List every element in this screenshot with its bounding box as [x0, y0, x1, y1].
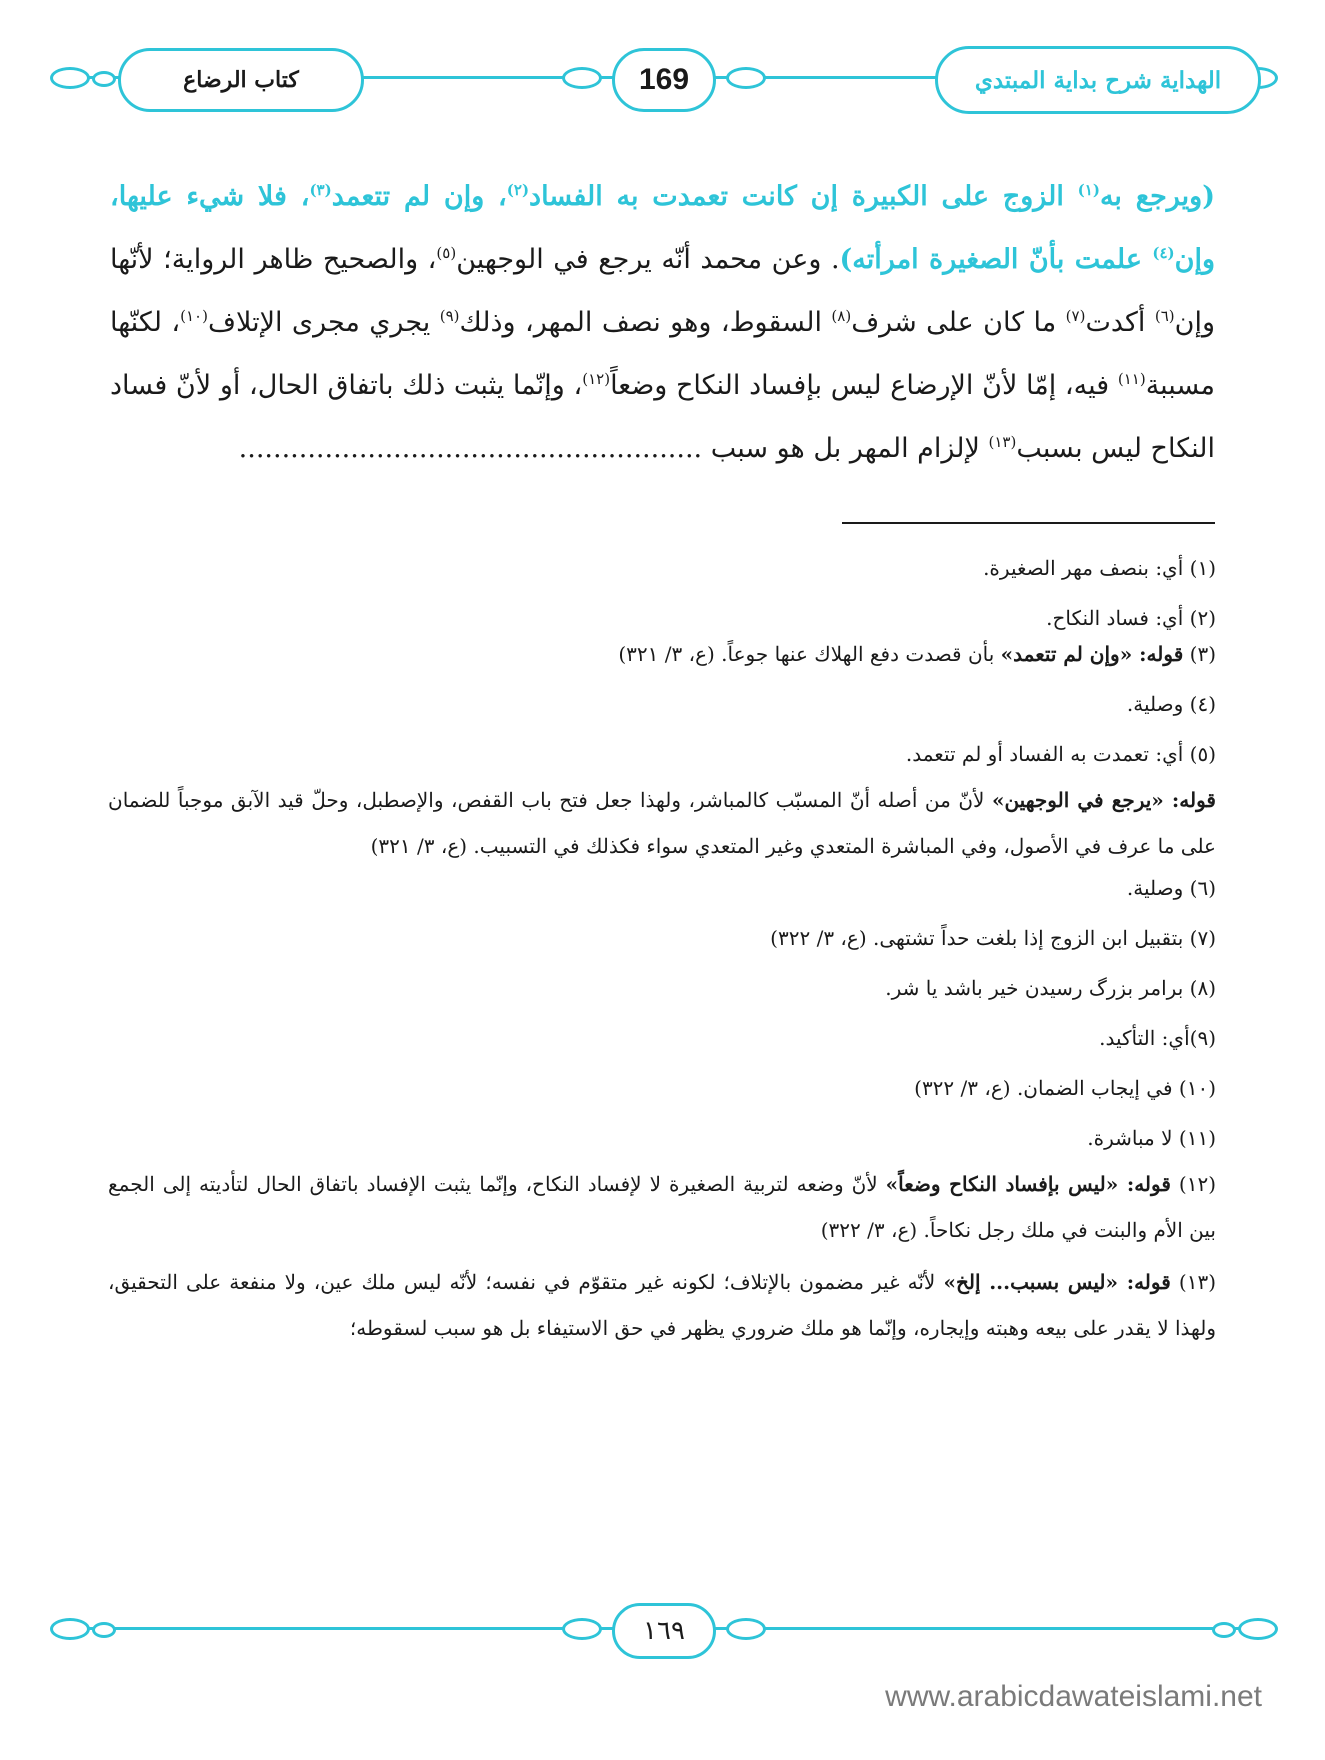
footnote-7: (٧) بتقبيل ابن الزوج إذا بلغت حداً تشتهى. (ع، ٣/ ٣٢٢): [770, 926, 1216, 950]
header-ornament-left-inner: [92, 71, 116, 87]
footer-ornament-right: [1238, 1618, 1278, 1640]
page-number: 169: [612, 48, 716, 112]
footer-ornament-right-inner: [1212, 1622, 1236, 1638]
footnote-4: (٤) وصلية.: [1126, 692, 1216, 716]
main-text: (ويرجع به$^{(١)}$ الزوج على الكبيرة إن كانت تعمدت به الفساد$^{(٢)}$، وإن لم تتعمد$^{(٣)}$، فلا شيء عليها، وإن$^{(٤)}$ علمت بأنّ الصغيرة امرأته). وعن محمد أنّه يرجع في الوجهين$^{(٥)}$، والصحيح ظاهر الرواية؛ لأنّها وإن$^{(٦)}$ أكدت$^{(٧)}$ ما كان على شرف$^{(٨)}$ السقوط، وهو نصف المهر، وذلك$^{(٩)}$ يجري مجرى الإتلاف$^{(١٠)}$، لكنّها مسببة$^{(١١)}$ فيه، إمّا لأنّ الإرضاع ليس بإفساد النكاح وضعاً$^{(١٢)}$، وإنّما يثبت ذلك باتفاق الحال، أو لأنّ فساد النكاح ليس بسبب$^{(١٣)}$ لإلزام المهر بل هو سبب ......................................................: [110, 181, 1216, 464]
header-ornament-center-right: [726, 67, 766, 89]
footer-ornament-left: [50, 1618, 90, 1640]
footnote-5-commentary: قوله: «يرجع في الوجهين» لأنّ من أصله أنّ المسبّب كالمباشر، ولهذا جعل فتح باب القفص، والإصطبل، وحلّ قيد الآبق موجباً للضمان على ما عرف في الأصول، وفي المباشرة المتعدي وغير المتعدي سواء فكذلك في التسبيب. (ع، ٣/ ٣٢١): [108, 788, 1216, 858]
footer-ornament-left-inner: [92, 1622, 116, 1638]
footnote-6: (٦) وصلية.: [1126, 876, 1216, 900]
chapter-title: كتاب الرضاع: [118, 48, 364, 112]
footnotes: [108, 555, 1216, 1357]
footnote-1: (١) أي: بنصف مهر الصغيرة.: [983, 556, 1216, 580]
header-ornament-left: [50, 67, 90, 89]
footnote-separator: [842, 522, 1215, 524]
book-title: الهداية شرح بداية المبتدي: [935, 46, 1261, 114]
footnote-8: (٨) برامر بزرگ رسیدن خیر باشد یا شر.: [885, 976, 1216, 1000]
footnote-5: (٥) أي: تعمدت به الفساد أو لم تتعمد.: [905, 742, 1216, 766]
website-url: www.arabicdawateislami.net: [885, 1680, 1262, 1713]
footer-ornament-center-left: [562, 1618, 602, 1640]
footnote-10: (١٠) في إيجاب الضمان. (ع، ٣/ ٣٢٢): [914, 1076, 1216, 1100]
footnote-3: (٣) قوله: «وإن لم تتعمد» بأن قصدت دفع الهلاك عنها جوعاً. (ع، ٣/ ٣٢١): [618, 642, 1216, 666]
footnote-2: (٢) أي: فساد النكاح.: [1046, 606, 1216, 630]
header-ornament-center-left: [562, 67, 602, 89]
footnote-13: (١٣) قوله: «ليس بسبب... إلخ» لأنّه غير مضمون بالإتلاف؛ لكونه غير متقوّم في نفسه؛ لأنّه ليس ملك عين، ولا منفعة على التحقيق، ولهذا لا يقدر على بيعه وهبته وإيجاره، وإنّما هو ملك ضروري يظهر في حق الاستيفاء بل هو سبب لسقوطه؛: [108, 1270, 1216, 1340]
footer-page-number: ١٦٩: [612, 1603, 716, 1659]
footnote-12: (١٢) قوله: «ليس بإفساد النكاح وضعاً» لأنّ وضعه لتربية الصغيرة لا لإفساد النكاح، وإنّما يثبت الإفساد باتفاق الحال لتأديته إلى الجمع بين الأم والبنت في ملك رجل نكاحاً. (ع، ٣/ ٣٢٢): [108, 1172, 1217, 1242]
footnote-11: (١١) لا مباشرة.: [1087, 1126, 1216, 1150]
footer-ornament-center-right: [726, 1618, 766, 1640]
footnote-9: (٩)أي: التأكيد.: [1099, 1026, 1216, 1050]
